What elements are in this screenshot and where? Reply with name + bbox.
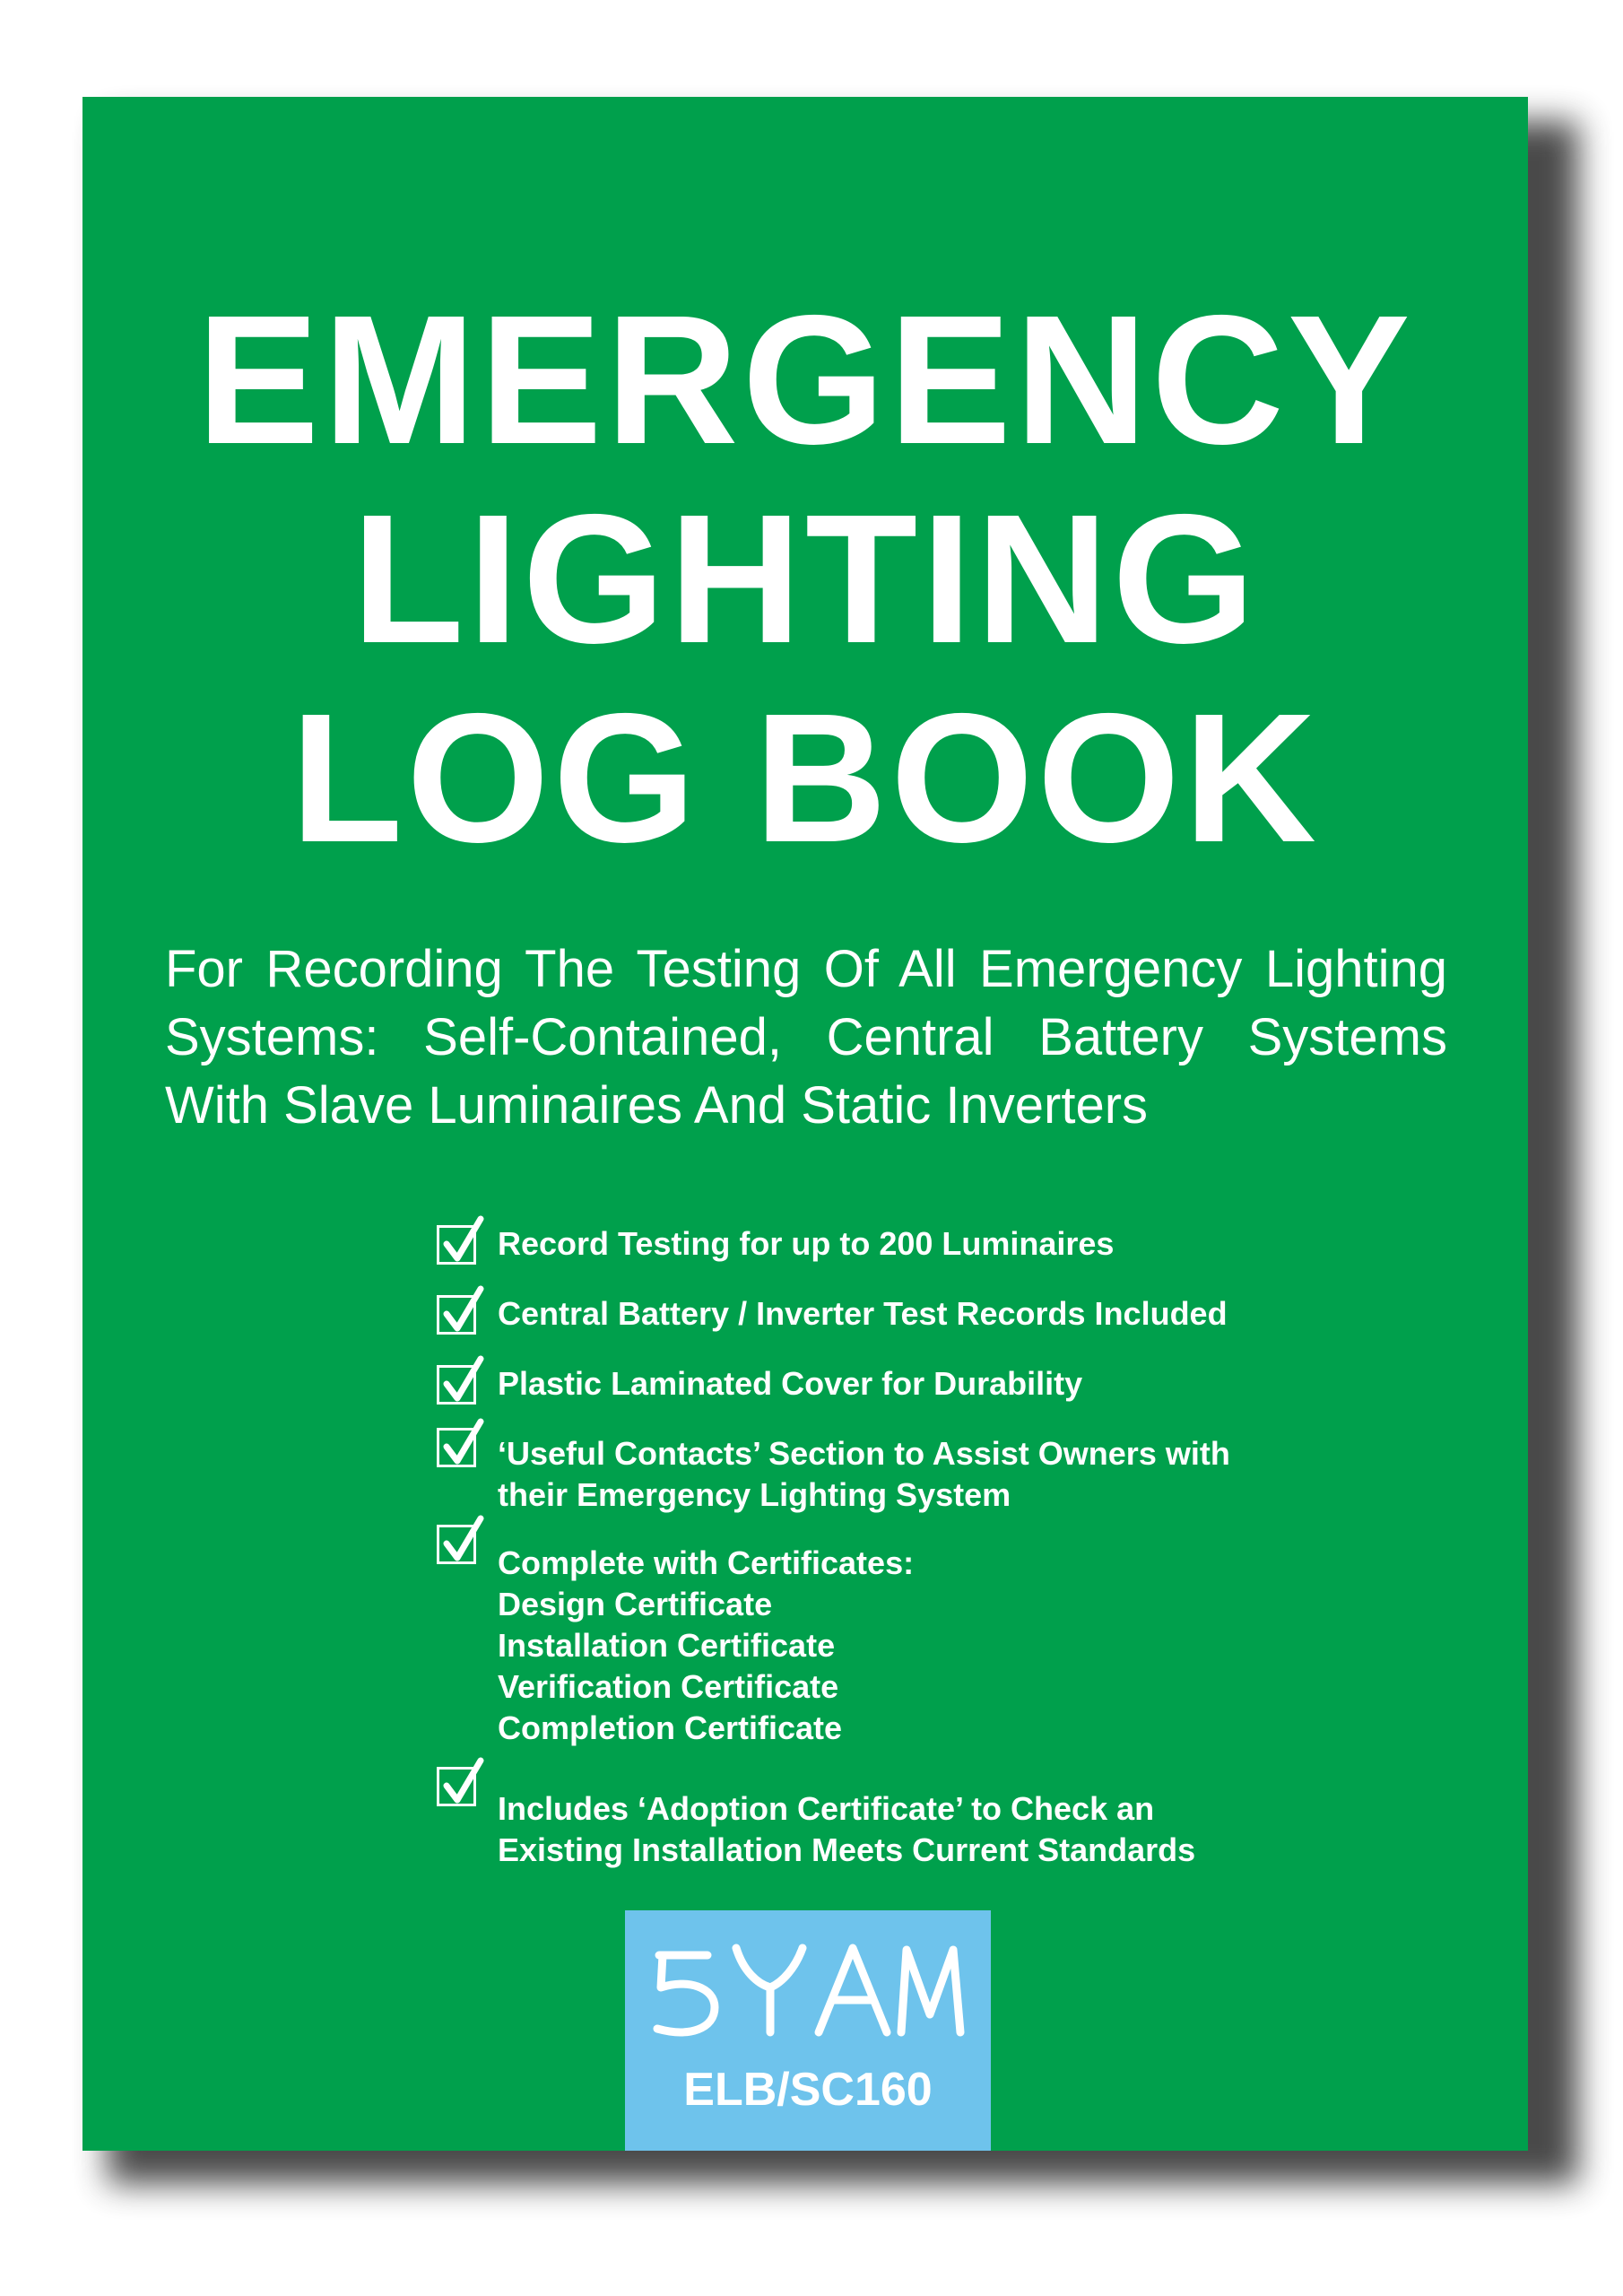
- checkbox-icon: [437, 1295, 476, 1335]
- feature-item: [498, 1788, 1358, 1871]
- feature-line: Includes ‘Adoption Certificate’ to Check an: [498, 1790, 1155, 1827]
- title-line-1: EMERGENCY: [196, 277, 1414, 483]
- checkbox-icon: [437, 1767, 476, 1806]
- feature-line: Central Battery / Inverter Test Records Included: [498, 1295, 1228, 1332]
- feature-line: Existing Installation Meets Current Standards: [498, 1831, 1196, 1868]
- feature-line: Verification Certificate: [498, 1668, 839, 1705]
- syam-logo: [643, 1928, 973, 2045]
- title-line-2: LIGHTING: [352, 476, 1259, 682]
- book-cover: [82, 97, 1528, 2151]
- feature-line: Record Testing for up to 200 Luminaires: [498, 1225, 1115, 1262]
- feature-line: ‘Useful Contacts’ Section to Assist Owners with: [498, 1435, 1230, 1472]
- product-code: ELB/SC160: [683, 2064, 933, 2116]
- feature-item: [498, 1433, 1358, 1516]
- feature-line: Complete with Certificates:: [498, 1544, 915, 1581]
- feature-line: their Emergency Lighting System: [498, 1476, 1011, 1513]
- checkbox-icon: [437, 1225, 476, 1265]
- feature-line: Installation Certificate: [498, 1627, 836, 1664]
- checkbox-icon: [437, 1365, 476, 1405]
- feature-item: [498, 1543, 1358, 1749]
- subtitle-line-3: With Slave Luminaires And Static Inverters: [165, 1076, 1149, 1135]
- brand-logo-box: [625, 1910, 991, 2151]
- feature-list: [437, 97, 1333, 2151]
- feature-line: Completion Certificate: [498, 1709, 843, 1746]
- feature-item: [498, 1363, 1358, 1405]
- checkbox-icon: [437, 1525, 476, 1564]
- subtitle-line-1: For Recording The Testing Of All Emergency Lighting: [165, 940, 1447, 998]
- feature-line: Design Certificate: [498, 1586, 773, 1622]
- feature-line: Plastic Laminated Cover for Durability: [498, 1365, 1083, 1402]
- title-line-3: LOG BOOK: [290, 675, 1321, 881]
- feature-item: [498, 1223, 1358, 1265]
- feature-item: [498, 1293, 1358, 1335]
- subtitle-line-2: Systems: Self-Contained, Central Battery Systems: [165, 1008, 1447, 1066]
- checkbox-icon: [437, 1428, 476, 1467]
